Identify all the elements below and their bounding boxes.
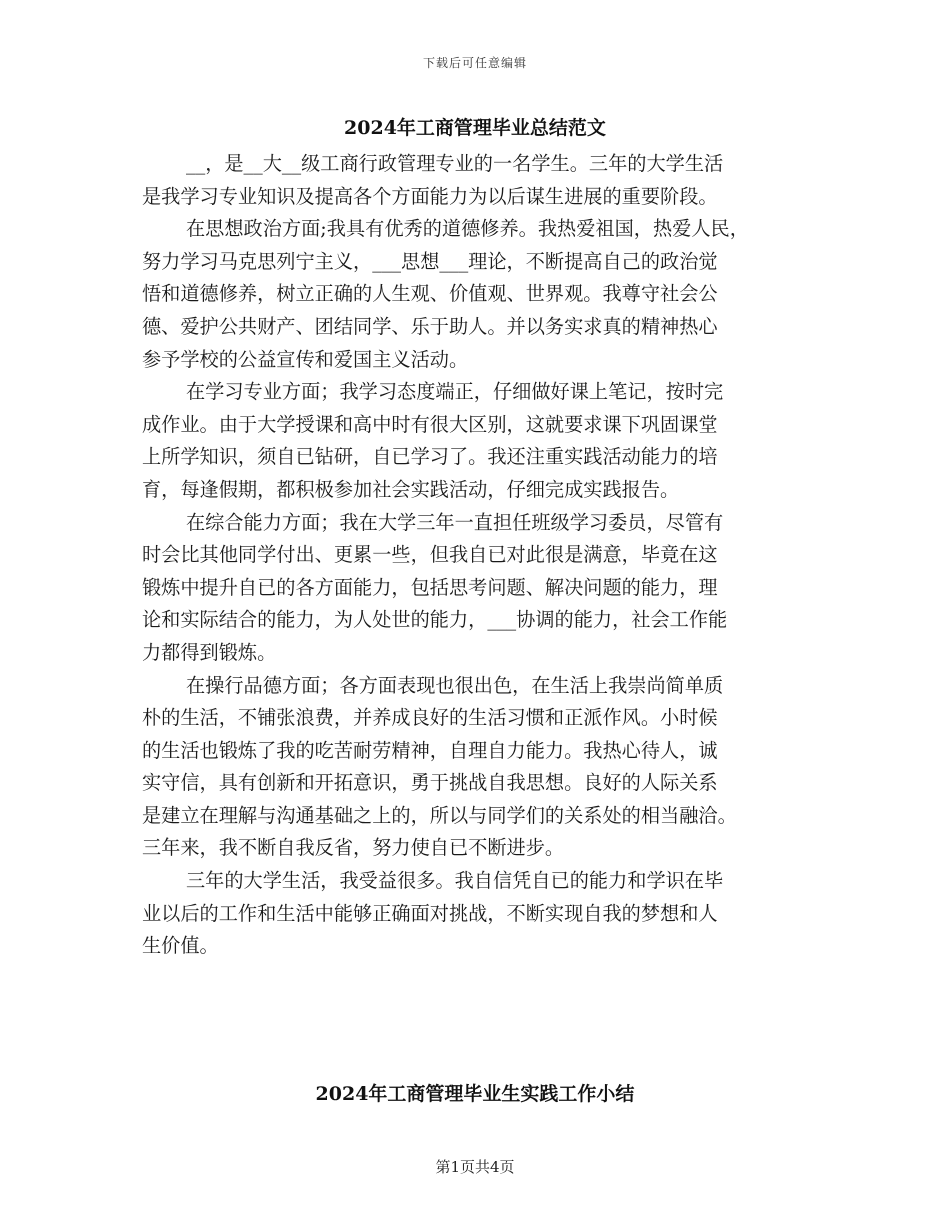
paragraph-line: 在思想政治方面;我具有优秀的道德修养。我热爱祖国，热爱人民， [186, 217, 749, 241]
paragraph-line: 生价值。 [142, 934, 219, 958]
paragraph-line: 时会比其他同学付出、更累一些，但我自已对此很是满意，毕竟在这 [142, 543, 718, 567]
paragraph-line: 成作业。由于大学授课和高中时有很大区别，这就要求课下巩固课堂 [142, 412, 718, 436]
paragraph-line: 在综合能力方面；我在大学三年一直担任班级学习委员，尽管有 [186, 510, 724, 534]
section-title: 2024年工商管理毕业生实践工作小结 [315, 1083, 635, 1105]
paragraph-line: __，是__大__级工商行政管理专业的一名学生。三年的大学生活 [186, 152, 724, 175]
document-title: 2024年工商管理毕业总结范文 [344, 117, 606, 139]
paragraph-line: 力都得到锻炼。 [142, 640, 277, 664]
paragraph-line: 业以后的工作和生活中能够正确面对挑战，不断实现自我的梦想和人 [142, 901, 718, 925]
paragraph-line: 德、爱护公共财产、团结同学、乐于助人。并以务实求真的精神热心 [142, 314, 718, 338]
paragraph-line: 论和实际结合的能力，为人处世的能力，___协调的能力，社会工作能 [142, 608, 728, 632]
paragraph-line: 育，每逢假期，都积极参加社会实践活动，仔细完成实践报告。 [142, 477, 680, 501]
paragraph-line: 锻炼中提升自已的各方面能力，包括思考问题、解决问题的能力，理 [142, 575, 718, 599]
paragraph-line: 三年来，我不断自我反省，努力使自已不断进步。 [142, 836, 565, 860]
paragraph-line: 的生活也锻炼了我的吃苦耐劳精神，自理自力能力。我热心待人，诚 [142, 738, 718, 762]
paragraph-line: 在操行品德方面；各方面表现也很出色，在生活上我崇尚简单质 [186, 673, 724, 697]
paragraph-line: 参予学校的公益宣传和爱国主义活动。 [142, 347, 469, 371]
page-number: 第1页共4页 [435, 1158, 515, 1176]
paragraph-line: 朴的生活，不铺张浪费，并养成良好的生活习惯和正派作风。小时候 [142, 706, 718, 730]
paragraph-line: 努力学习马克思列宁主义，___思想___理论，不断提高自己的政治觉 [142, 249, 718, 273]
paragraph-line: 是建立在理解与沟通基础之上的，所以与同学们的关系处的相当融洽。 [142, 803, 737, 827]
paragraph-line: 实守信，具有创新和开拓意识，勇于挑战自我思想。良好的人际关系 [142, 771, 718, 795]
paragraph-line: 三年的大学生活，我受益很多。我自信凭自已的能力和学识在毕 [186, 869, 724, 893]
paragraph-line: 上所学知识，须自已钻研，自已学习了。我还注重实践活动能力的培 [142, 445, 718, 469]
paragraph-line: 悟和道德修养，树立正确的人生观、价值观、世界观。我尊守社会公 [142, 282, 718, 306]
document-body [142, 148, 822, 963]
paragraph-line: 是我学习专业知识及提高各个方面能力为以后谋生进展的重要阶段。 [142, 184, 718, 208]
header-note: 下载后可任意编辑 [422, 56, 527, 70]
paragraph-line: 在学习专业方面；我学习态度端正，仔细做好课上笔记，按时完 [186, 380, 724, 404]
